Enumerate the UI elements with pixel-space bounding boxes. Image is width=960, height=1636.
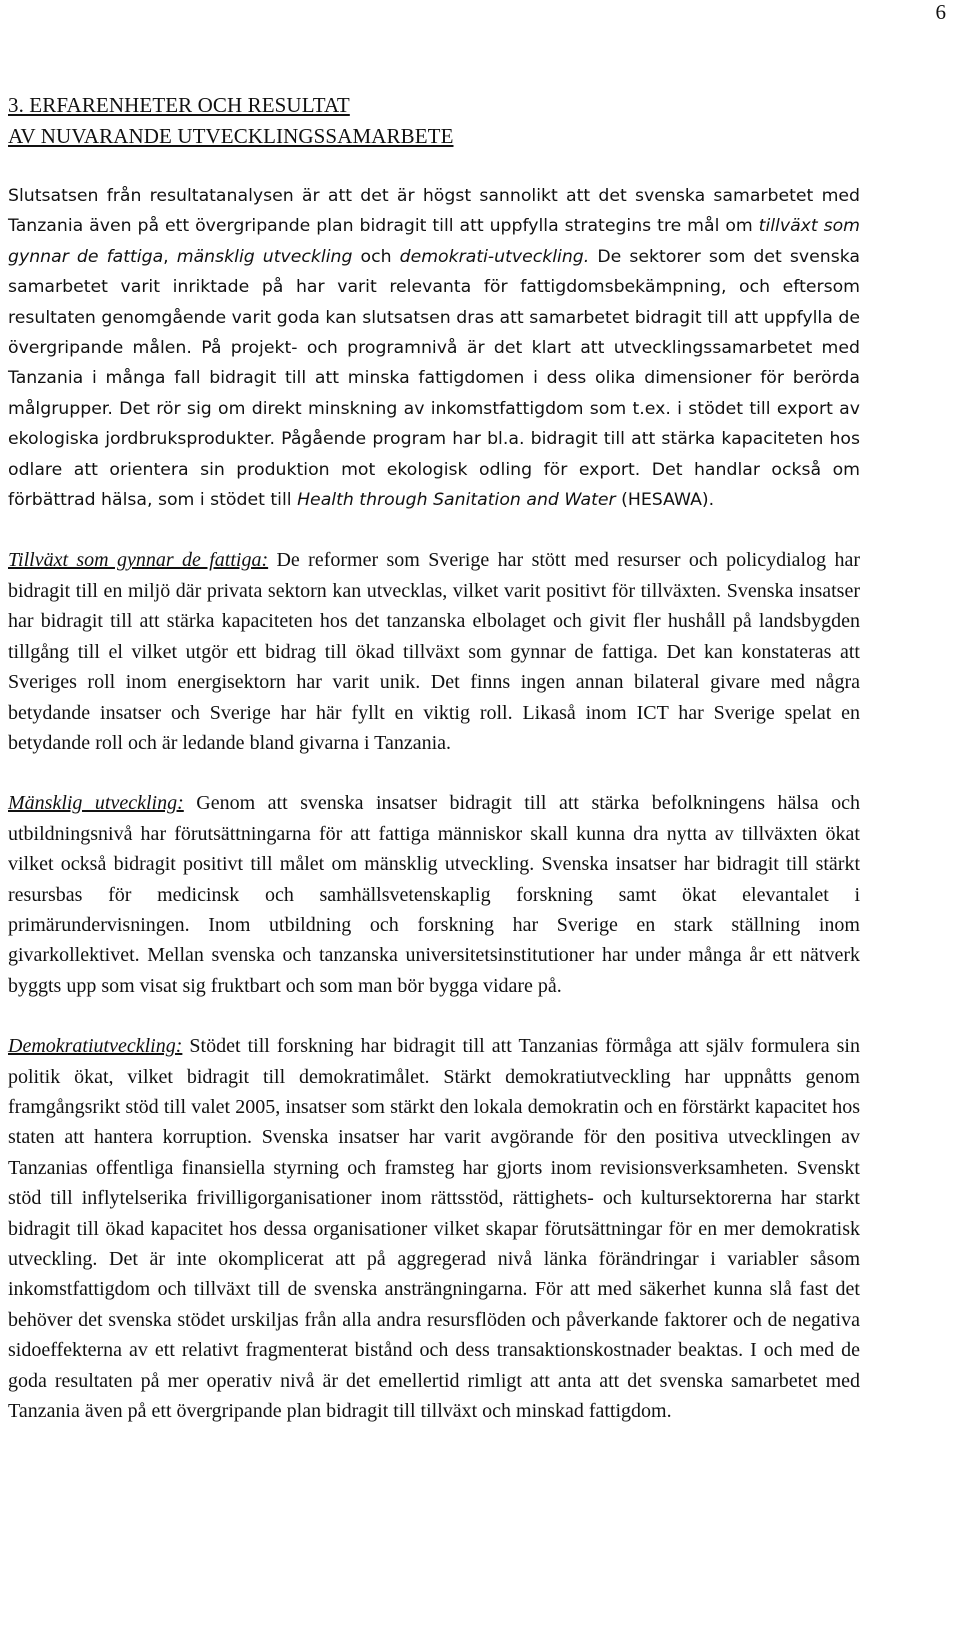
democracy-text: Stödet till forskning har bidragit till att Tanzanias förmåga att själv formulera sin politik ökat, vilket bidragit till demokratimålet. Stärkt demokratiutveckling har uppnåtts genom framgångsrikt stöd till valet 2005, insatser som stärkt den lokala demokratin och en förstärkt kapacitet hos staten att hantera korruption. Svenska insatser har varit avgörande för den positiva utvecklingen av Tanzanias offentliga finansiella styrning och framsteg har gjorts inom revisionsverksamheten. Svenskt stöd till inflytelserika frivilligorganisationer inom rättsstöd, rättighets- och kultursektorerna har starkt bidragit till ökad kapacitet hos dessa organisationer vilket skapar förutsättningar för en mer demokratisk utveckling. Det är inte okomplicerat att på aggregerad nivå länka förändringar i variabler såsom inkomstfattigdom och tillväxt till de svenska ansträngningarna. För att med säkerhet kunna slå fast det behöver det svenska stödet urskiljas från alla andra resursflöden och påverkande faktorer och de negativa sidoeffekterna av ett relativt fragmenterat bistånd och dess transaktionskostnader beaktas. I och med de goda resultaten på mer operativ nivå är det emellertid rimligt att anta att det svenska samarbetet med Tanzania även på ett övergripande plan bidragit till tillväxt och minskad fattigdom. — [8, 1035, 860, 1423]
human-development-paragraph — [8, 788, 860, 1001]
democracy-label: Demokratiutveckling: — [8, 1035, 183, 1058]
intro-text-4: De sektorer som det svenska samarbetet varit inriktade på har varit relevanta för fattigdomsbekämpning, och eftersom resultaten genomgående varit goda kan slutsatsen dras att samarbetet bidragit till att uppfylla de övergripande målen. På projekt- och programnivå är det klart att utvecklingssamarbetet med Tanzania i många fall bidragit till att minska fattigdomen i dess olika dimensioner för berörda målgrupper. Det rör sig om direkt minskning av inkomstfattigdom som t.ex. i stödet till export av ekologiska jordbruksprodukter. Pågående program har bl.a. bidragit till att stärka kapaciteten hos odlare att orientera sin produktion mot ekologisk odling för export. Det handlar också om förbättrad hälsa, som i stödet till — [8, 246, 860, 511]
intro-em-democracy: demokrati-utveckling. — [399, 246, 590, 267]
growth-text: De reformer som Sverige har stött med resurser och policydialog har bidragit till en miljö där privata sektorn kan utvecklas, vilket varit positivt för tillväxten. Svenska insatser har bidragit till att stärka kapaciteten hos det tanzanska elbolaget och givit fler hushåll på landsbygden tillgång till el vilket utgör ett bidrag till ökad tillväxt som gynnar de fattiga. Det kan konstateras att Sveriges roll inom energisektorn har varit unik. Det finns ingen annan bilateral givare med några betydande insatser och Sverige har här fyllt en viktig roll. Likaså inom ICT har Sverige spelat en betydande roll och är ledande bland givarna i Tanzania. — [8, 549, 860, 754]
intro-em-hesawa: Health through Sanitation and Water — [297, 490, 616, 511]
heading-line-1: 3. ERFARENHETER OCH RESULTAT — [8, 93, 350, 117]
intro-text-3: och — [352, 246, 400, 267]
human-development-text: Genom att svenska insatser bidragit till att stärka befolkningens hälsa och utbildningsnivå har förutsättningarna för att fattiga människor skall kunna dra nytta av tillväxten ökat vilket också bidragit positivt till målet om mänsklig utveckling. Svenska insatser har bidragit till stärkt resursbas för medicinsk och samhällsvetenskaplig forskning samt ökat elevantalet i primärundervisningen. Inom utbildning och forskning har Sverige en stark ställning inom givarkollektivet. Mellan svenska och tanzanska universitetsinstitutioner har under många år ett nätverk byggts upp som visat sig fruktbart och som man bör bygga vidare på. — [8, 792, 860, 997]
growth-label: Tillväxt som gynnar de fattiga: — [8, 549, 269, 572]
growth-paragraph — [8, 545, 860, 758]
page-number: 6 — [935, 0, 946, 24]
democracy-paragraph — [8, 1031, 860, 1426]
section-heading — [8, 90, 860, 152]
intro-text-1: Slutsatsen från resultatanalysen är att det är högst sannolikt att det svenska samarbetet med Tanzania även på ett övergripande plan bidragit till att uppfylla strategins tre mål om — [8, 186, 860, 237]
heading-line-2: AV NUVARANDE UTVECKLINGSSAMARBETE — [8, 124, 454, 148]
intro-text-5: (HESAWA). — [615, 490, 715, 511]
intro-em-human: mänsklig utveckling — [176, 246, 353, 267]
document-body — [8, 90, 860, 1456]
human-development-label: Mänsklig utveckling: — [8, 792, 184, 815]
intro-text-2: , — [163, 246, 177, 267]
intro-paragraph — [8, 181, 860, 515]
intro-em-growth: tillväxt som gynnar de fattiga — [8, 216, 861, 267]
